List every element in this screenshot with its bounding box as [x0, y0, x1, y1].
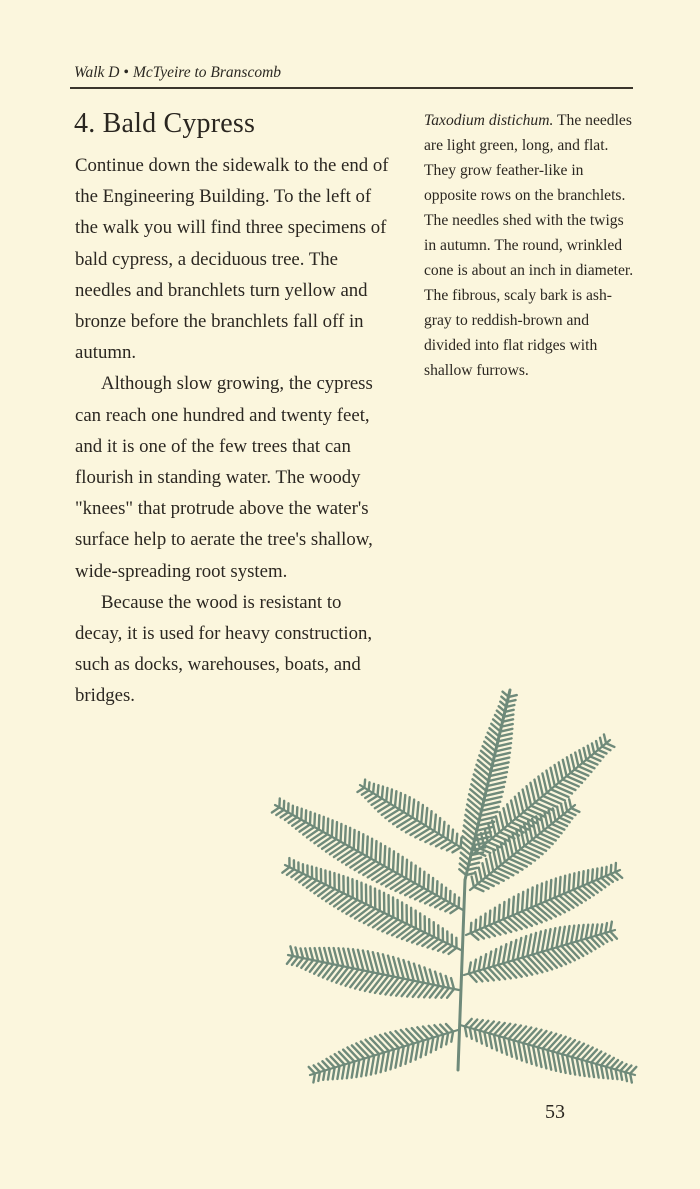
header-rule [70, 87, 633, 89]
main-text-column [75, 150, 393, 712]
species-description [424, 108, 638, 383]
body-paragraph-1: Continue down the sidewalk to the end of the Engineering Building. To the left of the walk you will find three specimens of bald cypress, a deciduous tree. The needles and branchlets turn yellow and bronze before the branchlets fall off in autumn. [75, 155, 389, 364]
body-paragraph-3: Because the wood is resistant to decay, it is used for heavy construction, such as docks, warehouses, boats, and bridges. [75, 591, 373, 707]
body-paragraph-2: Although slow growing, the cypress can reach one hundred and twenty feet, and it is one of the few trees that can flourish in standing water. The woody "knees" that protrude above the water's surface help to aerate the tree's shallow, wide-spreading root system. [75, 373, 373, 582]
running-header [74, 64, 281, 82]
route-label: McTyeire to Branscomb [132, 64, 282, 81]
bald-cypress-branch-illustration [260, 680, 650, 1100]
section-title: 4. Bald Cypress [74, 108, 256, 139]
page-number: 53 [545, 1101, 565, 1123]
scientific-name: Taxodium distichum. [424, 112, 554, 129]
species-sidebar [424, 108, 638, 383]
walk-label: Walk D [74, 64, 120, 81]
header-bullet: • [123, 64, 129, 81]
species-details: The needles are light green, long, and flat. They grow feather-like in opposite rows on the branchlets. The needles shed with the twigs in autumn. The round, wrinkled cone is about an inch in diameter. The fibrous, scaly bark is ash-gray to reddish-brown and divided into flat ridges with shallow furrows. [424, 112, 634, 379]
